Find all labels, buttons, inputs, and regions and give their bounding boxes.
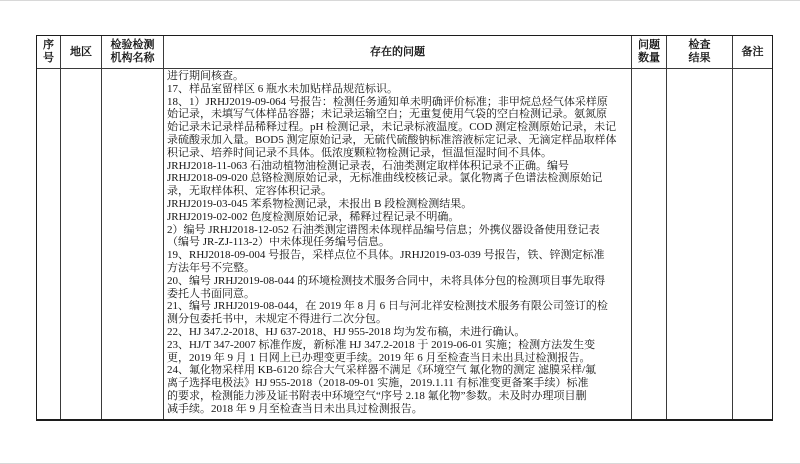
problem-line: 23、HJ/T 347-2007 标准作废，新标准 HJ 347.2-2018 于 2019-06-01 实施；检测方法发生变: [167, 338, 596, 351]
inspection-results-table: [36, 35, 773, 421]
column-header-remark: 备注: [733, 36, 772, 69]
column-header-region: 地区: [61, 36, 102, 69]
problem-line: 2）编号 JRHJ2018-12-052 石油类测定谱图未体现样品编号信息；外携仪器设备使用登记表: [167, 223, 600, 236]
cell-problem-count: [632, 69, 667, 419]
cell-remark: [733, 69, 772, 419]
column-header-problem-count: 问题 数量: [632, 36, 667, 69]
problem-line: 减手续。2018 年 9 月至检查当日未出具过检测报告。: [167, 402, 423, 415]
column-header-problems: 存在的问题: [164, 36, 632, 69]
problem-line: 17、样品室留样区 6 瓶水未加贴样品规范标识。: [167, 82, 398, 95]
problem-line: JRHJ2019-03-045 苯系物检测记录，未报出 B 段检测检测结果。: [167, 197, 473, 210]
cell-check-result: [667, 69, 733, 419]
problem-line: 进行期间核查。: [167, 70, 244, 82]
cell-serial-number: [37, 69, 61, 419]
problem-line: 方法年号不完整。: [167, 261, 255, 274]
problem-line: 24、氟化物采样用 KB-6120 综合大气采样器不满足《环境空气 氟化物的测定 滤膜采样/氟: [167, 364, 596, 377]
problem-line: 离子选择电极法》HJ 955-2018（2018-09-01 实施，2019.1.11 有标准变更备案手续）标准: [167, 377, 589, 390]
problem-line: 21、编号 JRHJ2019-08-044，在 2019 年 8 月 6 日与河北祥安检测技术服务有限公司签订的检: [167, 300, 608, 313]
problem-line: 委托人书面同意。: [167, 287, 255, 300]
problem-line: JRHJ2018-11-063 石油动植物油检测记录表，石油类测定取样体积记录不正确。编号: [167, 159, 570, 172]
problem-line: （编号 JR-ZJ-113-2）中未体现任务编号信息。: [167, 236, 390, 249]
column-header-check-result: 检查 结果: [667, 36, 733, 69]
problem-line: 始记录，未填写气体样品容器；未记录运输空白；无重复使用气袋的空白检测记录。氨氮原: [167, 108, 607, 121]
problem-line: JRHJ2018-09-020 总铬检测原始记录，无标准曲线校核记录。氯化物离子色谱法检测原始记: [167, 172, 603, 185]
problem-line: 22、HJ 347.2-2018、HJ 637-2018、HJ 955-2018 均为发布稿，未进行确认。: [167, 325, 526, 338]
column-header-agency-name: 检验检测 机构名称: [102, 36, 164, 69]
problem-line: 录硫酸汞加入量。BOD5 测定原始记录，无硫代硫酸钠标准溶液标定记录、无滴定样品取样体: [167, 133, 617, 146]
problem-line: 测分包委托书中，未规定不得进行二次分包。: [167, 313, 387, 326]
problem-line: 18、1）JRHJ2019-09-064 号报告：检测任务通知单未明确评价标准；非甲烷总烃气体采样原: [167, 95, 608, 108]
problem-line: 的要求，检测能力涉及证书附表中环境空气“序号 2.18 氟化物”参数。未及时办理项目删: [167, 389, 587, 402]
problem-line: 录，无取样体积、定容体积记录。: [167, 185, 332, 198]
problem-line: 积记录、培养时间记录不具体。低浓度颗粒物检测记录，恒温恒湿时间不具体。: [167, 146, 552, 159]
column-header-serial-number: 序 号: [37, 36, 61, 69]
problem-line: 20、编号 JRHJ2019-08-044 的环境检测技术服务合同中，未将具体分包的检测项目事先取得: [167, 274, 606, 287]
problem-line: 始记录未记录样品稀释过程。pH 检测记录，未记录标液温度。COD 测定检测原始记录，未记: [167, 121, 617, 134]
cell-problems: [164, 69, 632, 419]
problem-line: JRHJ2019-02-002 色度检测原始记录，稀释过程记录不明确。: [167, 210, 460, 223]
cell-region: [61, 69, 102, 419]
problem-text: [164, 69, 631, 416]
cell-agency-name: [102, 69, 164, 419]
problem-line: 19、RHJ2018-09-004 号报告，采样点位不具体。JRHJ2019-03-039 号报告，铁、锌测定标准: [167, 249, 605, 262]
problem-line: 更，2019 年 9 月 1 日网上已办理变更手续。2019 年 6 月至检查当日未出具过检测报告。: [167, 351, 591, 364]
